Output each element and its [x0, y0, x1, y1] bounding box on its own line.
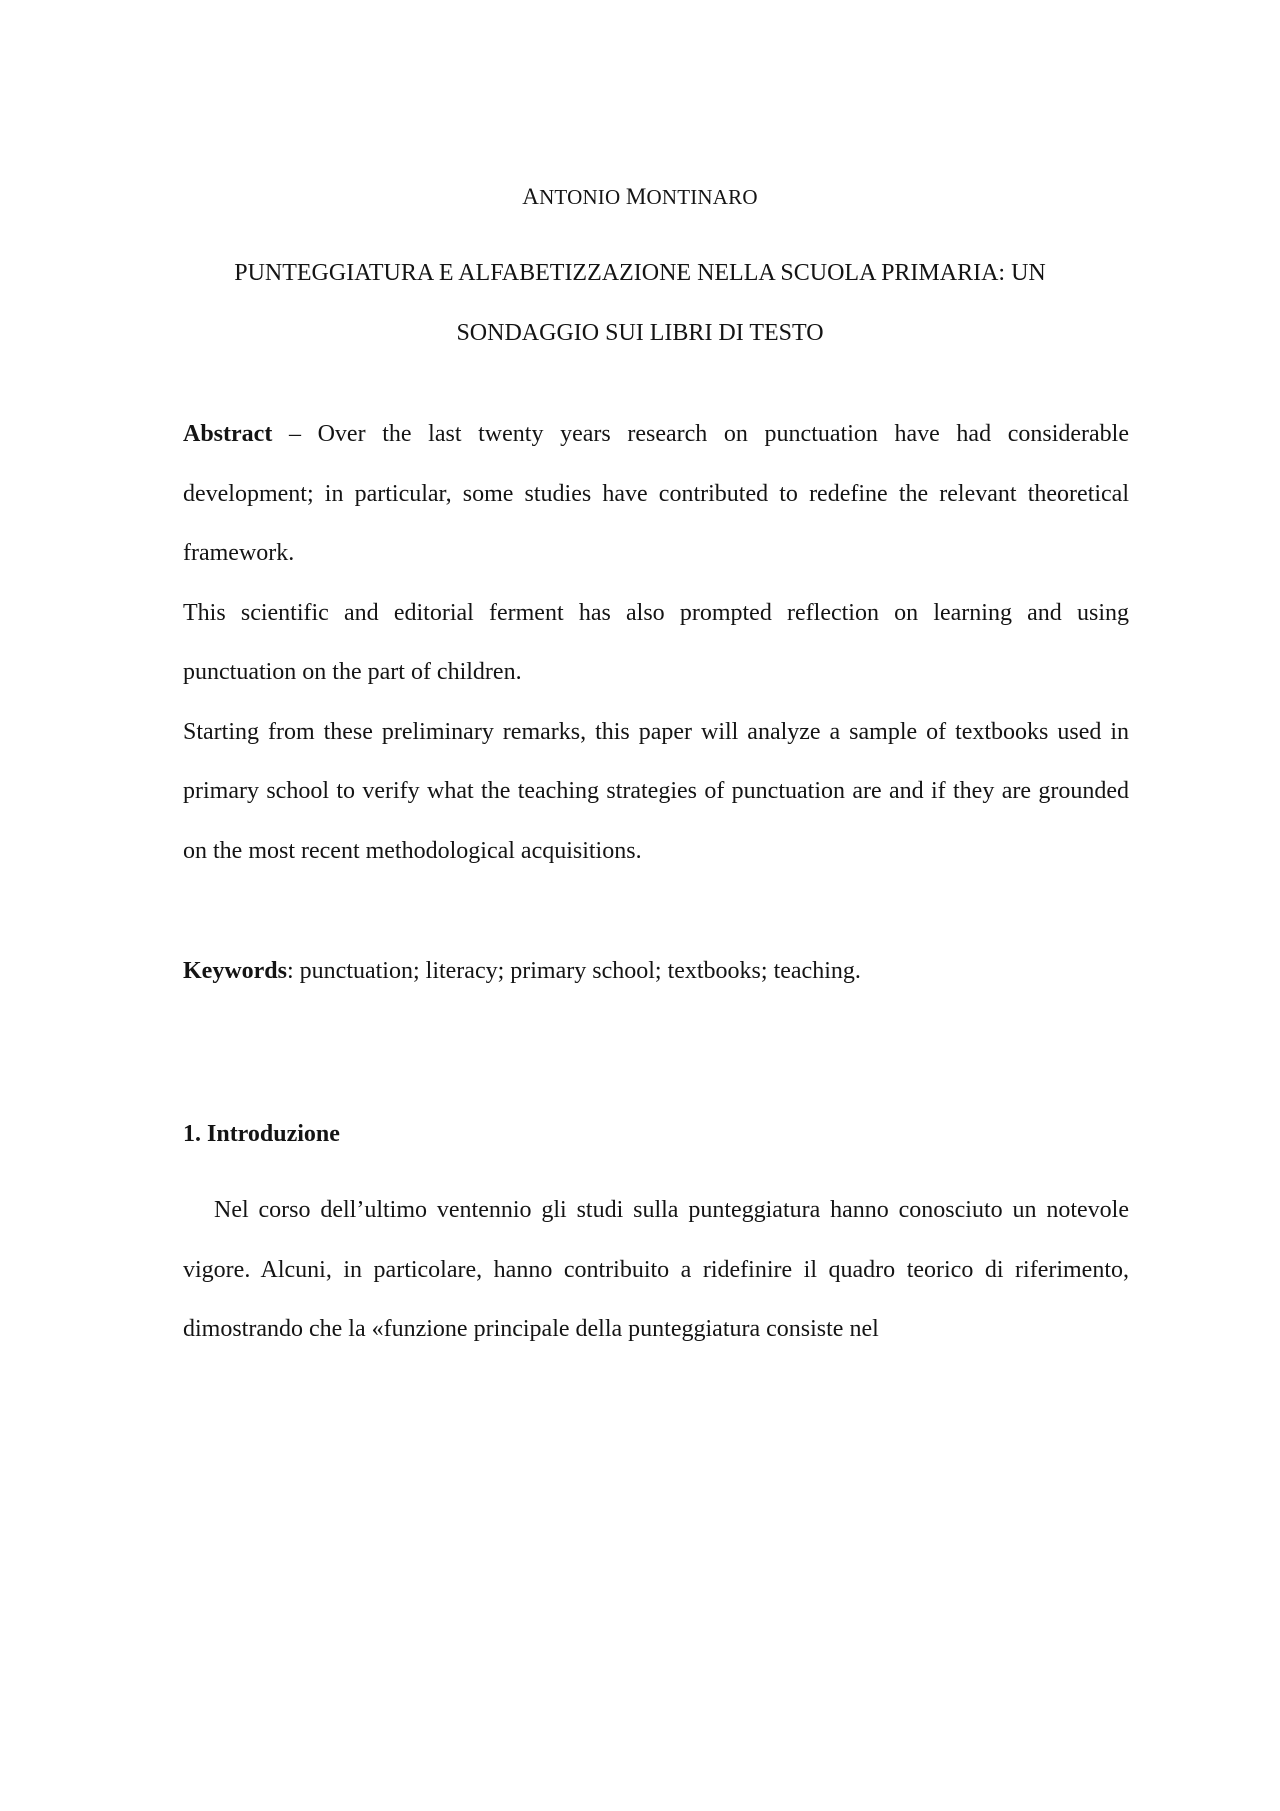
section-heading: 1. Introduzione	[183, 1121, 340, 1147]
keywords-label: Keywords	[183, 958, 287, 984]
author-last-initial: M	[625, 184, 647, 209]
intro-paragraph: Nel corso dell’ultimo ventennio gli studi sulla punteggiatura hanno conosciuto un notevole vigore. Alcuni, in particolare, hanno contribuito a ridefinire il quadro teorico di riferimento, dimostrando che la «funzione principale della punteggiatura consiste nel	[183, 1197, 1129, 1342]
abstract-section	[183, 405, 1129, 881]
abstract-paragraph-2: This scientific and editorial ferment has also prompted reflection on learning and using punctuation on the part of children.	[183, 599, 1129, 685]
intro-section	[183, 1181, 1129, 1360]
keywords-text: : punctuation; literacy; primary school; textbooks; teaching.	[287, 958, 861, 984]
abstract-label: Abstract	[183, 421, 273, 447]
author-first-rest: NTONIO	[539, 185, 621, 209]
keywords-line	[183, 942, 1129, 1002]
abstract-paragraph-3: Starting from these preliminary remarks, this paper will analyze a sample of textbooks used in primary school to verify what the teaching strategies of punctuation are and if they are grounded on the most recent methodological acquisitions.	[183, 718, 1129, 864]
abstract-paragraph-1	[183, 405, 1129, 584]
paper-title: PUNTEGGIATURA E ALFABETIZZAZIONE NELLA SCUOLA PRIMARIA: UN SONDAGGIO SUI LIBRI DI TESTO	[234, 260, 1046, 346]
author-first-initial: A	[522, 184, 540, 209]
abstract-text-1: – Over the last twenty years research on punctuation have had considerable development; in particular, some studies have contributed to redefine the relevant theoretical framework.	[183, 421, 1130, 566]
keywords-section	[183, 942, 1129, 1002]
author-name	[0, 184, 1280, 210]
author-last-rest: ONTINARO	[646, 185, 758, 209]
